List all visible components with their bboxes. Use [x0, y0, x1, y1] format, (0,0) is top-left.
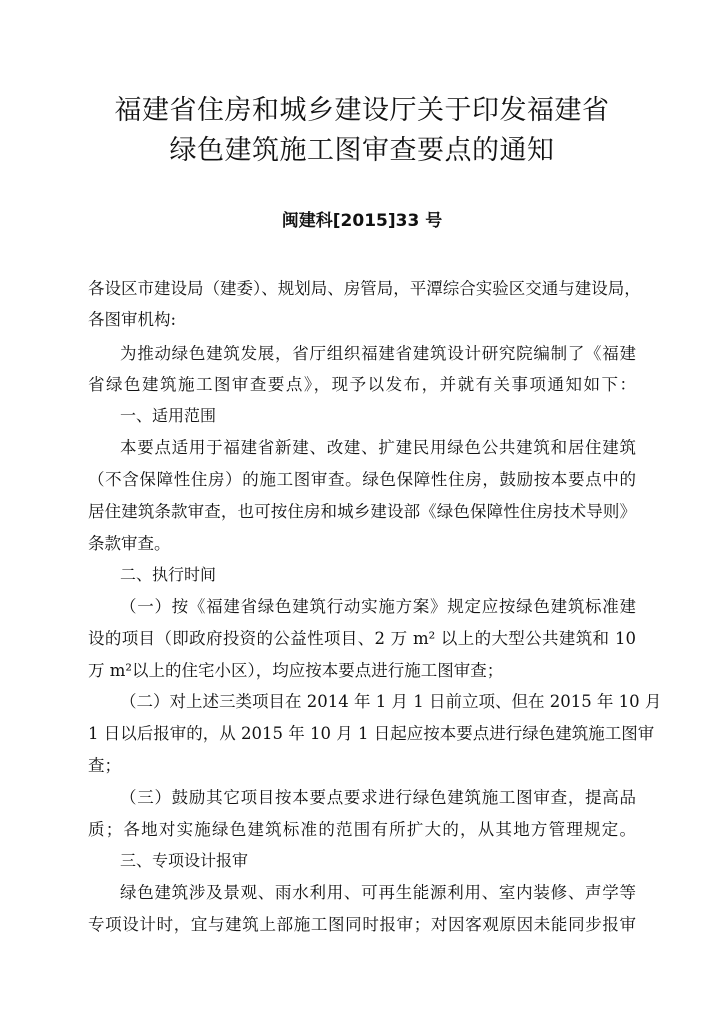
scope-paragraph-line: 条款审查。 — [88, 534, 171, 553]
intro-paragraph-line: 省绿色建筑施工图审查要点》，现予以发布，并就有关事项通知如下： — [88, 375, 636, 394]
timing-item-1-line: 设的项目（即政府投资的公益性项目、2 万 m² 以上的大型公共建筑和 10 — [88, 629, 636, 648]
addressee-line: 各设区市建设局（建委）、规划局、房管局，平潭综合实验区交通与建设局， — [88, 279, 641, 298]
timing-item-3-line: （三）鼓励其它项目按本要点要求进行绿色建筑施工图审查，提高品 — [120, 788, 636, 807]
section-heading-special-design: 三、专项设计报审 — [120, 851, 249, 870]
timing-item-2-line: （二）对上述三类项目在 2014 年 1 月 1 日前立项、但在 2015 年 10 月 — [120, 692, 662, 711]
document-title-line-2: 绿色建筑施工图审查要点的通知 — [169, 135, 555, 166]
section-heading-timing: 二、执行时间 — [120, 565, 217, 584]
timing-item-2-line: 查； — [88, 756, 121, 775]
intro-paragraph-line: 为推动绿色建筑发展，省厅组织福建省建筑设计研究院编制了《福建 — [120, 344, 636, 363]
scope-paragraph-line: 居住建筑条款审查，也可按住房和城乡建设部《绿色保障性住房技术导则》 — [88, 502, 636, 521]
scope-paragraph-line: 本要点适用于福建省新建、改建、扩建民用绿色公共建筑和居住建筑 — [120, 438, 636, 457]
special-design-paragraph-line: 专项设计时，宜与建筑上部施工图同时报审；对因客观原因未能同步报审 — [88, 915, 636, 934]
section-heading-scope: 一、适用范围 — [120, 406, 217, 425]
timing-item-2-line: 1 日以后报审的，从 2015 年 10 月 1 日起应按本要点进行绿色建筑施工图审 — [88, 724, 655, 743]
addressee-line: 各图审机构: — [88, 310, 177, 329]
timing-item-3-line: 质；各地对实施绿色建筑标准的范围有所扩大的，从其地方管理规定。 — [88, 820, 636, 839]
scope-paragraph-line: （不含保障性住房）的施工图审查。绿色保障性住房，鼓励按本要点中的 — [88, 470, 636, 489]
document-title-line-1: 福建省住房和城乡建设厅关于印发福建省 — [114, 95, 610, 126]
special-design-paragraph-line: 绿色建筑涉及景观、雨水利用、可再生能源利用、室内装修、声学等 — [120, 883, 636, 902]
timing-item-1-line: （一）按《福建省绿色建筑行动实施方案》规定应按绿色建筑标准建 — [120, 597, 636, 616]
document-number: 闽建科[2015]33 号 — [281, 211, 443, 231]
timing-item-1-line: 万 m²以上的住宅小区），均应按本要点进行施工图审查； — [88, 661, 504, 680]
